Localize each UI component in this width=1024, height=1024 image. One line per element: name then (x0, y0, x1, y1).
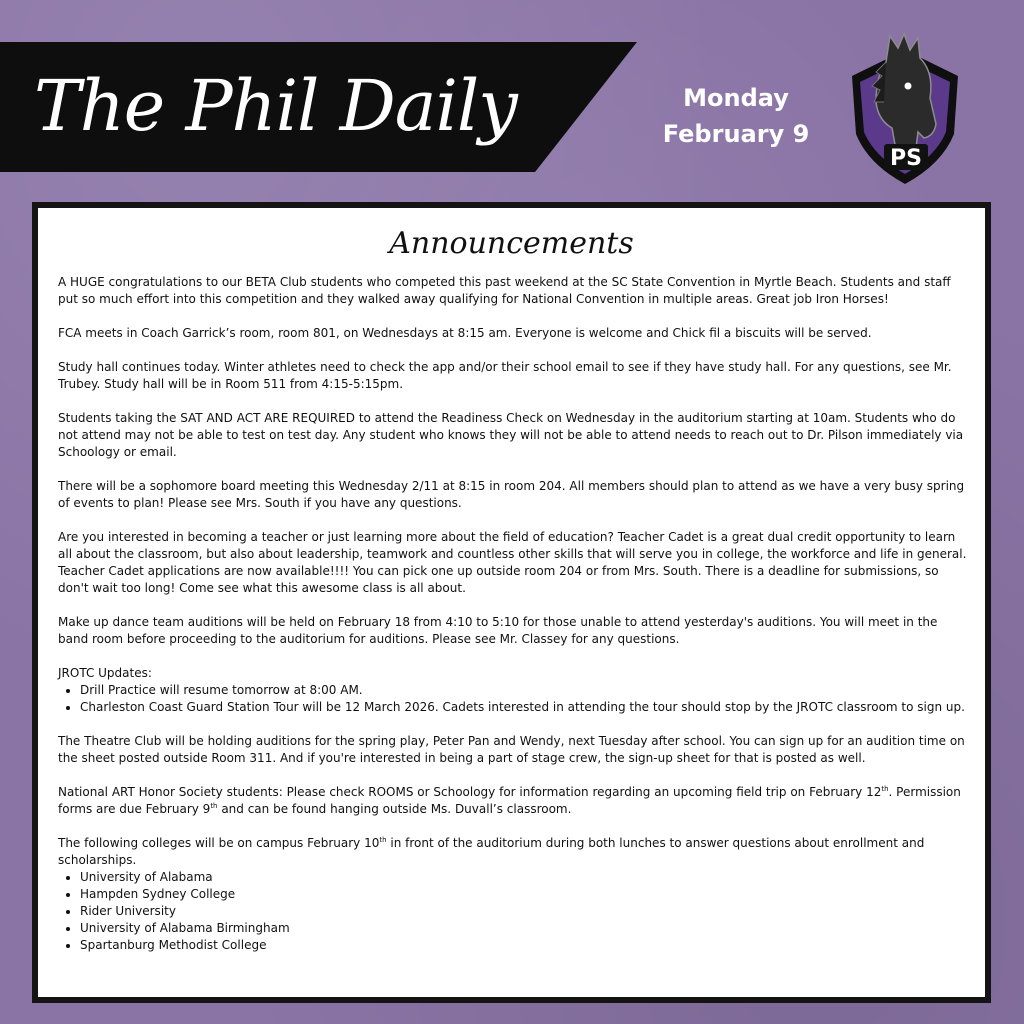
date-block (650, 80, 822, 152)
teacher-cadet-announcement: Are you interested in becoming a teacher or just learning more about the field of education? Teacher Cadet is a great dual credit opportunity to learn all about the classroom, but also about leadership, teamwork and countless other skills that will serve you in college, the workforce and life in general. Teacher Cadet applications are now available!!!! You can pick one up outside room 204 or from Mrs. South. There is a deadline for submissions, so don't wait too long! Come see what this awesome class is all about. (58, 530, 967, 595)
date-label: February 9 (662, 120, 810, 148)
page-title: The Phil Daily (34, 65, 517, 147)
theatre-announcement: The Theatre Club will be holding auditions for the spring play, Peter Pan and Wendy, next Tuesday after school. You can sign up for an audition time on the sheet posted outside Room 311. And if you're interested in being a part of stage crew, the sign-up sheet for that is posted as well. (58, 734, 965, 765)
colleges-list (58, 869, 968, 954)
art-announcement: National ART Honor Society students: Please check ROOMS or Schoology for information regarding an upcoming field trip on February 12th. Permission forms are due February 9th and can be found hanging outside Ms. Duvall’s classroom. (58, 785, 961, 816)
sophomore-announcement: There will be a sophomore board meeting this Wednesday 2/11 at 8:15 in room 204. All members should plan to attend as we have a very busy spring of events to plan! Please see Mrs. South if you have any questions. (58, 479, 965, 510)
beta-announcement: A HUGE congratulations to our BETA Club students who competed this past weekend at the SC State Convention in Myrtle Beach. Students and staff put so much effort into this competition and they walked away qualifying for National Convention in multiple areas. Great job Iron Horses! (58, 275, 951, 306)
list-item: • University of Alabama (80, 869, 968, 886)
announcements-heading: Announcements (389, 226, 634, 261)
jrotc-heading: JROTC Updates: (58, 666, 152, 680)
colleges-announcement: The following colleges will be on campus February 10th in front of the auditorium during both lunches to answer questions about enrollment and scholarships. (58, 836, 925, 867)
dance-announcement: Make up dance team auditions will be held on February 18 from 4:10 to 5:10 for those unable to attend yesterday's auditions. You will meet in the band room before proceeding to the auditorium for auditions. Please see Mr. Classey for any questions. (58, 615, 938, 646)
logo-text: PS (890, 146, 922, 171)
study-hall-announcement: Study hall continues today. Winter athletes need to check the app and/or their school email to see if they have study hall. For any questions, see Mr. Trubey. Study hall will be in Room 511 from 4:15-5:15pm. (58, 360, 952, 391)
list-item: • University of Alabama Birmingham (80, 920, 968, 937)
fca-announcement: FCA meets in Coach Garrick’s room, room 801, on Wednesdays at 8:15 am. Everyone is welcome and Chick fil a biscuits will be served. (58, 326, 872, 340)
mascot-logo (846, 28, 964, 188)
jrotc-list (58, 682, 968, 716)
announcements-card (32, 202, 991, 1003)
horse-eye-icon (905, 83, 912, 90)
list-item: • Hampden Sydney College (80, 886, 968, 903)
list-item: • Spartanburg Methodist College (80, 937, 968, 954)
sat-act-announcement: Students taking the SAT AND ACT ARE REQUIRED to attend the Readiness Check on Wednesday in the auditorium starting at 10am. Students who do not attend may not be able to test on test day. Any student who knows they will not be able to attend needs to reach out to Dr. Pilson immediately via Schoology or email. (58, 411, 964, 459)
day-label: Monday (683, 84, 789, 112)
list-item: • Charleston Coast Guard Station Tour will be 12 March 2026. Cadets interested in attending the tour should stop by the JROTC classroom to sign up. (80, 699, 968, 716)
list-item: • Drill Practice will resume tomorrow at 8:00 AM. (80, 682, 968, 699)
list-item: • Rider University (80, 903, 968, 920)
announcements-body (58, 274, 968, 954)
